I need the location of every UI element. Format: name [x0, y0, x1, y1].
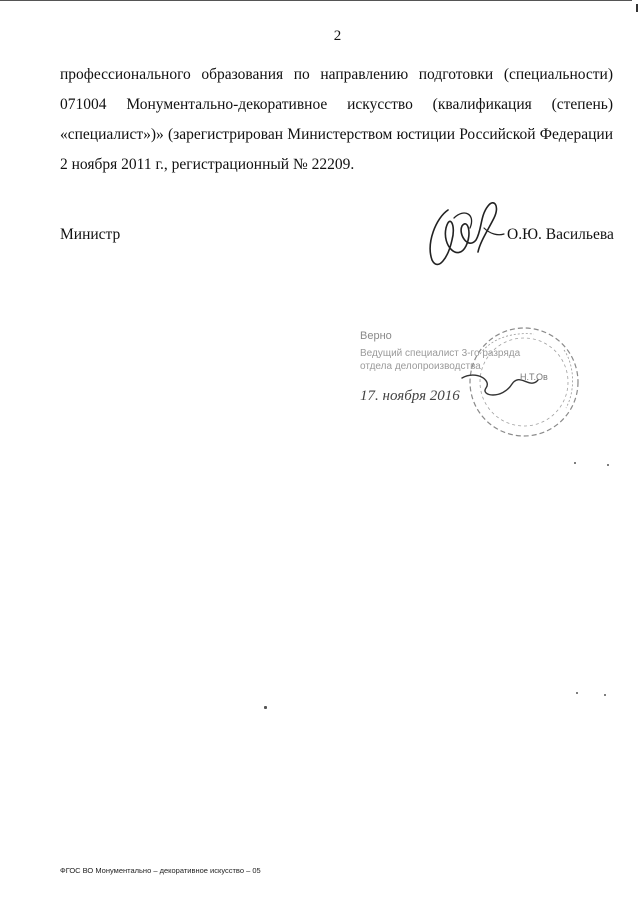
scan-speck: [607, 464, 609, 466]
scan-edge-mark: [636, 4, 638, 12]
document-footer: ФГОС ВО Монументально – декоративное искусство – 05: [60, 866, 261, 875]
body-line-2: 071004 Монументально-декоративное искусство (квалификация (степень): [60, 96, 613, 113]
stamp-text: [360, 330, 521, 373]
scan-speck: [604, 694, 606, 696]
stamp-line-2: отдела делопроизводства: [360, 361, 481, 372]
body-paragraph: [60, 60, 613, 180]
top-border-line: [0, 0, 632, 1]
stamp-verified-label: Верно: [360, 330, 392, 342]
certification-stamp: [352, 310, 592, 450]
page-number: 2: [333, 28, 342, 44]
scan-speck: [576, 692, 578, 694]
stamp-line-1: Ведущий специалист 3-го разряда: [360, 348, 521, 359]
stamp-signer-surname: Н.Т.Ов: [520, 372, 548, 382]
stamp-date: 17. ноября 2016: [360, 388, 460, 404]
scan-speck: [574, 462, 576, 464]
minister-title: Министр: [60, 226, 121, 243]
minister-name: О.Ю. Васильева: [507, 226, 614, 243]
body-line-1: профессионального образования по направлению подготовки (специальности): [60, 66, 613, 83]
body-line-3: «специалист»)» (зарегистрирован Министерством юстиции Российской Федерации: [60, 126, 613, 143]
body-line-4: 2 ноября 2011 г., регистрационный № 22209.: [60, 156, 355, 173]
scan-speck: [264, 706, 267, 709]
handwritten-signature: [418, 188, 508, 278]
